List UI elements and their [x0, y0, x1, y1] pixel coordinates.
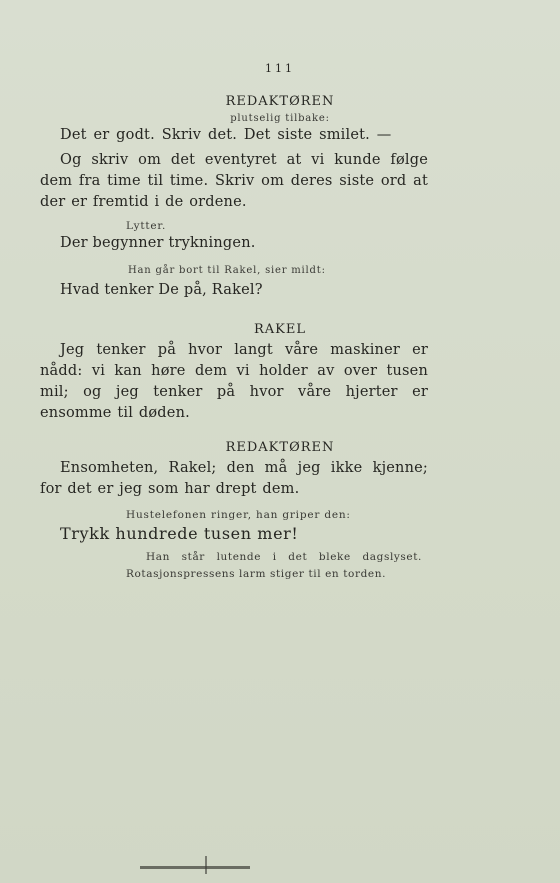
- stage-direction-hustelefonen: Hustelefonen ringer, han griper den:: [126, 509, 351, 521]
- dialogue-line-7: Trykk hundrede tusen mer!: [60, 524, 299, 543]
- page-edge-tick: [205, 856, 207, 874]
- speaker-redaktoren: REDAKTØREN: [225, 94, 335, 109]
- dialogue-line-6: Ensomheten, Rakel; den må jeg ikke kjenne; for det er jeg som har drept dem.: [40, 460, 428, 497]
- page-edge-mark: [140, 866, 250, 869]
- stage-direction-han-star: Han står lutende i det bleke dagslyset. Rotasjonspressens larm stiger til en torden.: [126, 551, 422, 580]
- dialogue-line-4: Hvad tenker De på, Rakel?: [60, 282, 263, 298]
- dialogue-line-1: Det er godt. Skriv det. Det siste smilet. —: [60, 127, 392, 143]
- dialogue-line-5: Jeg tenker på hvor langt våre maskiner er nådd: vi kan høre dem vi holder av over tusen mil; og jeg tenker på hvor våre hjerter er ensomme til døden.: [40, 342, 428, 421]
- stage-direction-han-gar: Han går bort til Rakel, sier mildt:: [128, 265, 326, 276]
- dialogue-line-2: Og skriv om det eventyret at vi kunde følge dem fra time til time. Skriv om deres siste ord at der er fremtid i de ordene.: [40, 152, 428, 210]
- stage-direction-lytter: Lytter.: [126, 220, 167, 232]
- page-number: 111: [265, 62, 295, 75]
- speaker-rakel: RAKEL: [253, 322, 306, 337]
- speaker-redaktoren-2: REDAKTØREN: [225, 440, 335, 455]
- stage-direction-plutselig: plutselig tilbake:: [230, 113, 330, 124]
- dialogue-line-3: Der begynner trykningen.: [60, 235, 256, 251]
